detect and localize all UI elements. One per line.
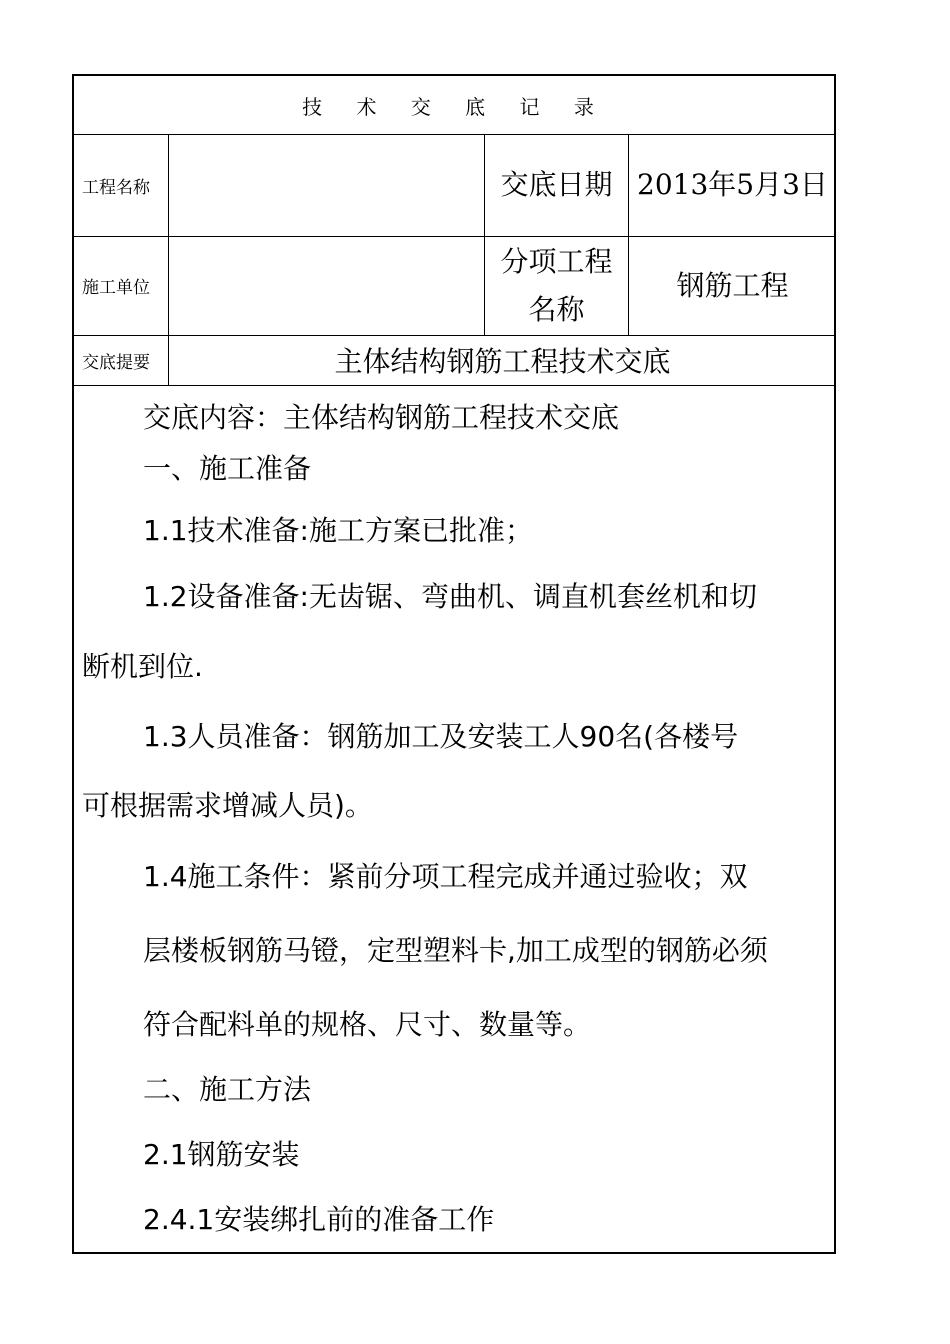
project-name-label: 工程名称 [82,177,150,198]
content-line: 二、施工方法 [143,1073,312,1106]
construction-unit-label: 施工单位 [82,278,150,298]
technical-disclosure-form [72,74,836,1254]
content-line: 1.2设备准备:无齿锯、弯曲机、调直机套丝机和切 [143,580,757,613]
summary-value: 主体结构钢筋工程技术交底 [334,345,671,378]
content-line: 断机到位. [82,650,203,683]
date-value: 2013年5月3日 [637,168,828,201]
content-line: 1.3人员准备：钢筋加工及安装工人90名(各楼号 [143,720,739,753]
subitem-value: 钢筋工程 [676,268,789,302]
content-line: 1.1技术准备:施工方案已批准； [143,514,533,547]
content-line: 2.1钢筋安装 [143,1138,300,1171]
content-line: 层楼板钢筋马镫，定型塑料卡,加工成型的钢筋必须 [143,934,768,967]
content-line: 1.4施工条件：紧前分项工程完成并通过验收；双 [143,860,748,893]
content-line: 交底内容：主体结构钢筋工程技术交底 [143,401,620,434]
content-line: 符合配料单的规格、尺寸、数量等。 [143,1008,592,1041]
row-divider [74,385,836,386]
construction-unit-value [169,236,484,335]
date-label: 交底日期 [500,168,613,201]
content-line: 可根据需求增减人员)。 [82,789,373,822]
summary-label: 交底提要 [82,352,150,373]
project-name-value [169,134,484,236]
content-line: 2.4.1安装绑扎前的准备工作 [143,1203,495,1236]
content-line: 一、施工准备 [143,452,312,485]
form-title: 技 术 交 底 记 录 [302,94,608,119]
subitem-label: 分项工程名称 [500,244,613,326]
